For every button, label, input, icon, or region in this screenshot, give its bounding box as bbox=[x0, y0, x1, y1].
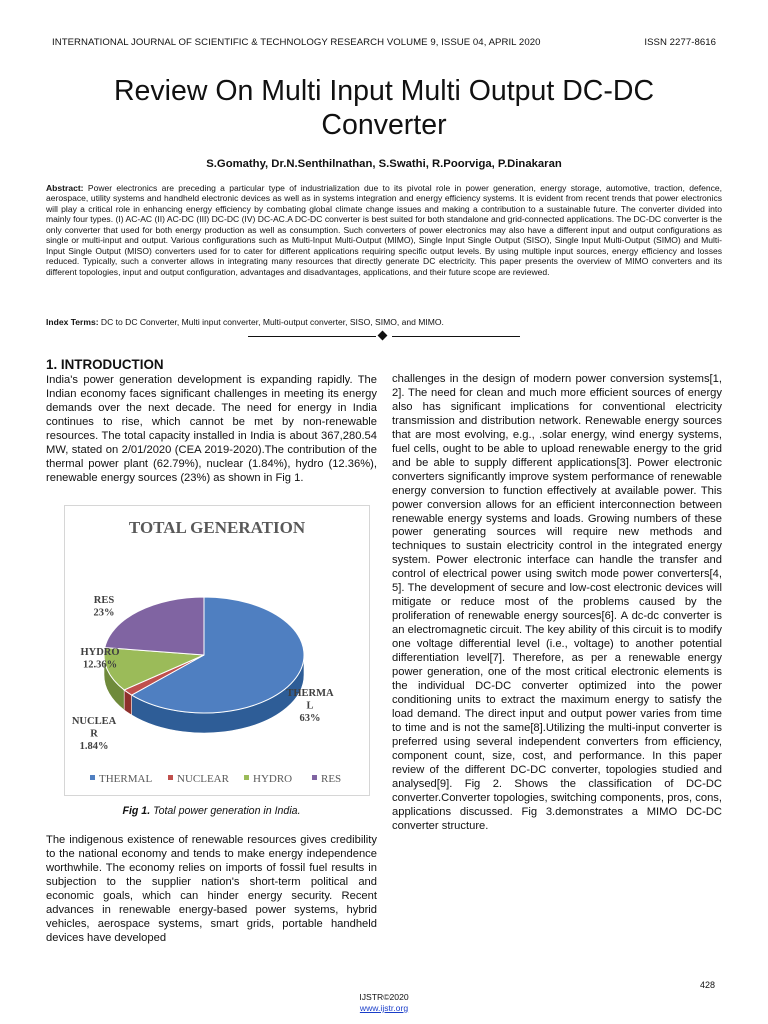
journal-name: INTERNATIONAL JOURNAL OF SCIENTIFIC & TECHNOLOGY RESEARCH VOLUME 9, ISSUE 04, APRIL 2020 bbox=[52, 37, 541, 48]
running-head bbox=[52, 37, 716, 48]
diamond-icon bbox=[378, 331, 388, 341]
slice-label-thermal: THERMA L 63% bbox=[286, 688, 334, 724]
legend-swatch-res bbox=[312, 775, 317, 780]
intro-paragraph-right: challenges in the design of modern power conversion systems[1, 2]. The need for clean and much more efficient sources of energy also has significant implications for conventional electricity transmission and distribution network. Renewable energy sources that are most evolving, e.g., .solar energy, wind energy systems, fuel cells, ought to be able to upload renewable energy to the grid and be able to supply different applications[3]. Power electronic converters significantly improve system performance of renewable energy conversion to function effectively at available power. This power conversion allows for an efficient interconnection between renewable energy systems and loads. Growing numbers of these power generating sources will require new methods and techniques to sustain electricity control in the integrated energy system. Power electronic interface can handle the transfer and control of electrical power using switch mode power converters[4, 5]. The development of secure and low-cost electronic devices will mitigate or reduce most of the problems caused by the proliferation of renewable energy sources[6]. A dc-dc converter is an electromagnetic circuit. The key ability of this circuit is to modify one voltage differential level (i.e., voltage) to another potential differentiation level[7]. Therefore, as per a renewable energy power generation, one of the most critical electronic elements is the individual DC-DC converter optimized into the power conditioning units to extract the maximum energy to satisfy the load demand. The direct input and output power varies from time to time and is not the same[8].Utilizing the multi-input converter is preferred using several independent converters from efficiency, component count, size, cost, and performance. In this paper review of the different DC-DC converter, topologies studied and analysed[9]. Fig 2. Shows the classification of DC-DC converter.Converter topologies, switching components, pros, cons, applications discussed. Fig 3.demonstrates a MIMO DC-DC converter structure. bbox=[392, 373, 722, 832]
index-terms-label: Index Terms: bbox=[46, 317, 99, 327]
title-line-1: Review On Multi Input Multi Output DC-DC bbox=[113, 75, 655, 107]
footer bbox=[284, 992, 484, 1014]
legend-label-hydro: HYDRO bbox=[253, 773, 293, 785]
figure-label: Fig 1. bbox=[122, 805, 151, 817]
legend-label-thermal: THERMAL bbox=[99, 773, 153, 785]
page-number: 428 bbox=[700, 980, 716, 990]
paper-title bbox=[40, 74, 728, 142]
pie-chart-svg bbox=[64, 505, 370, 796]
abstract bbox=[46, 183, 722, 277]
section-divider bbox=[248, 331, 520, 343]
legend-label-res: RES bbox=[321, 773, 342, 785]
legend-swatch-nuclear bbox=[168, 775, 173, 780]
author-list: S.Gomathy, Dr.N.Senthilnathan, S.Swathi, R.Poorviga, P.Dinakaran bbox=[206, 158, 562, 170]
legend-label-nuclear: NUCLEAR bbox=[177, 773, 229, 785]
figure-caption-text: Total power generation in India. bbox=[150, 805, 301, 817]
legend-swatch-hydro bbox=[244, 775, 249, 780]
chart-title: TOTAL GENERATION bbox=[128, 518, 306, 537]
index-terms bbox=[46, 317, 722, 327]
abstract-text: Power electronics are preceding a particular type of industrialization due to its pivotal role in power generation, energy storage, automotive, traction, defence, aerospace, utility systems and handheld electronic devices as well as in systems integration and energy efficiency systems. It is evident from recent trends that power electronics will play a critical role in enhancing energy efficiency by combating global climate change issues and making a contribution to a sustainable future. The converter divided into mainly four types. (I) AC-AC (II) AC-DC (III) DC-DC (IV) DC-AC.A DC-DC converter is best suited for both standalone and grid-connected applications. The DC-DC converter is the only converter that used for both energy production as well as consumption. Such converters of power electronics may also have a different input and output configurations as single or multi-input and output. Various configurations such as Multi-Input Multi-Output (MIMO), Single Input Single Output (SISO), Single Input Multi-Output (SIMO) and Multi-Input Single Output (MISO) converters used for to cater for different applications requiring specific output levels. By using multiple input sources, energy efficiency and losses reduced. Typically, such a converter allows in integrating many resources that directly generate DC electricity. This paper presents the overview of MIMO converters and its different topologies, input and output configuration, advantages and disadvantages, applications, and their future scope are reviewed. bbox=[46, 183, 722, 277]
slice-label-res: RES 23% bbox=[93, 595, 115, 619]
figure-caption bbox=[46, 805, 377, 817]
section-heading: 1. INTRODUCTION bbox=[46, 357, 164, 372]
index-terms-text: DC to DC Converter, Multi input converter, Multi-output converter, SISO, SIMO, and MIMO. bbox=[98, 317, 444, 327]
intro-paragraph-2: The indigenous existence of renewable resources gives credibility to the national economy and tends to make energy independence worthwhile. The economy relies on imports of fossil fuel results in subjection to the supplier nation's short-term political and economic goals, which can hinder energy security. Recent advances in renewable energy-based power systems, hybrid vehicles, aerospace systems, smart grids, portable handheld devices have developed bbox=[46, 834, 377, 944]
abstract-label: Abstract: bbox=[46, 183, 84, 193]
issn: ISSN 2277-8616 bbox=[644, 37, 716, 48]
footer-link[interactable]: www.ijstr.org bbox=[359, 1003, 409, 1013]
legend-swatch-thermal bbox=[90, 775, 95, 780]
intro-paragraph-1: India's power generation development is expanding rapidly. The Indian economy faces significant challenges in meeting its energy demands over the next decade. The need for energy in India continues to rise, which cannot be met by non-renewable resources. The total capacity installed in India is about 367,280.54 MW, stated on 2/01/2020 (CEA 2019-2020).The contribution of the thermal power plant (62.79%), nuclear (1.84%), hydro (12.36%), renewable energy sources (23%) as shown in Fig 1. bbox=[46, 374, 377, 484]
footer-copyright: IJSTR©2020 bbox=[359, 992, 409, 1002]
title-line-2: Converter bbox=[321, 109, 447, 141]
slice-label-nuclear: NUCLEA R 1.84% bbox=[71, 716, 117, 752]
pie-chart bbox=[64, 505, 370, 796]
slice-label-hydro: HYDRO 12.36% bbox=[80, 647, 120, 671]
